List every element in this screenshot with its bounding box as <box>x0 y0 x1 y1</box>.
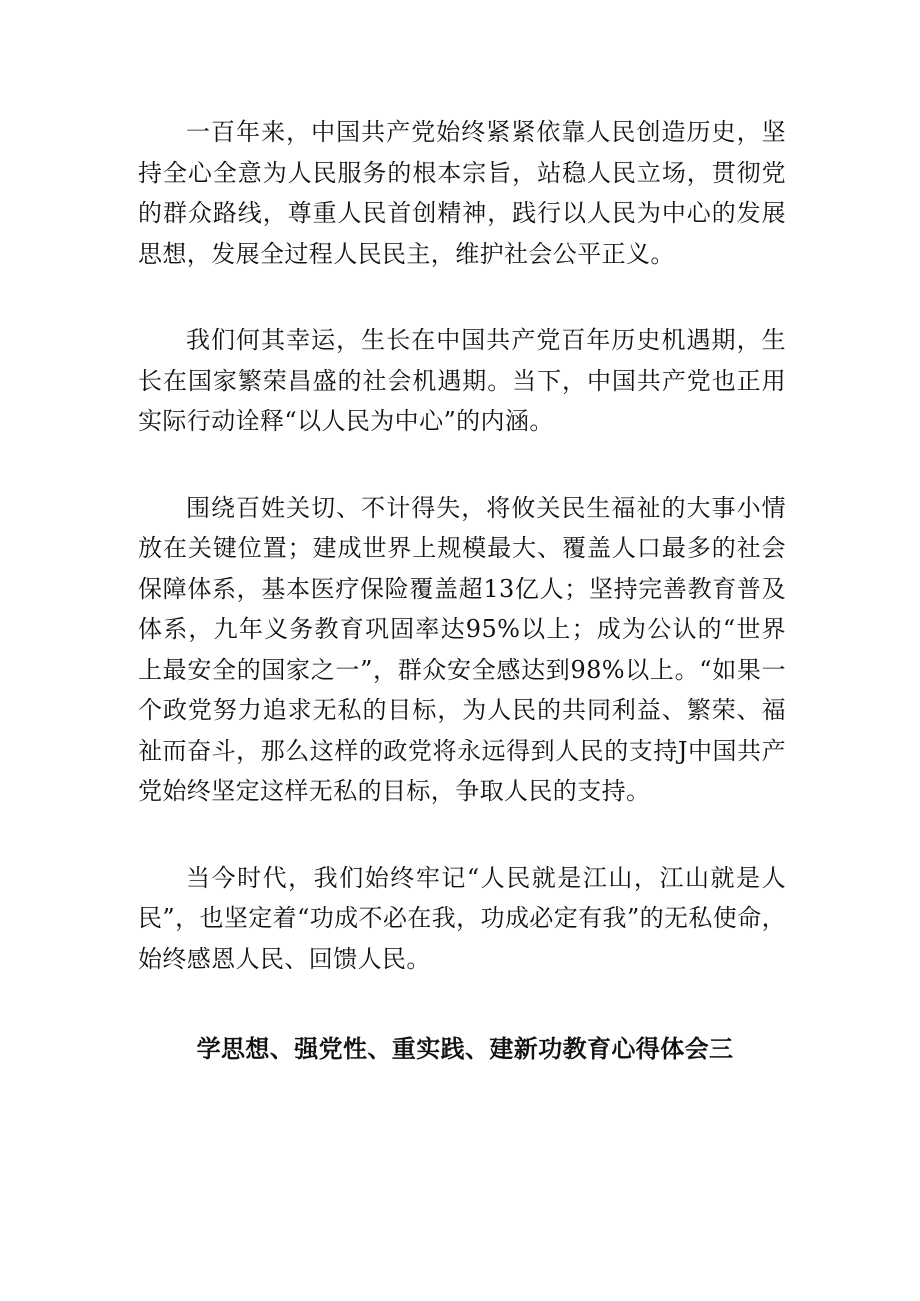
paragraph-1: 一百年来，中国共产党始终紧紧依靠人民创造历史，坚持全心全意为人民服务的根本宗旨，站稳人民立场，贯彻党的群众路线，尊重人民首创精神，践行以人民为中心的发展思想，发展全过程人民民主，维护社会公平正义。 <box>138 118 786 268</box>
paragraph-3: 围绕百姓关切、不计得失，将攸关民生福祉的大事小情放在关键位置；建成世界上规模最大、覆盖人口最多的社会保障体系，基本医疗保险覆盖超13亿人；坚持完善教育普及体系，九年义务教育巩固率达95%以上；成为公认的“世界上最安全的国家之一”，群众安全感达到98%以上。“如果一个政党努力追求无私的目标，为人民的共同利益、繁荣、福祉而奋斗，那么这样的政党将永远得到人民的支持J中国共产党始终坚定这样无私的目标，争取人民的支持。 <box>138 493 786 805</box>
document-page <box>138 112 786 1069</box>
section-heading: 学思想、强党性、重实践、建新功教育心得体会三 <box>196 1034 734 1063</box>
paragraph-2: 我们何其幸运，生长在中国共产党百年历史机遇期，生长在国家繁荣昌盛的社会机遇期。当下，中国共产党也正用实际行动诠释“以人民为中心”的内涵。 <box>138 326 786 435</box>
paragraph-4: 当今时代，我们始终牢记“人民就是江山，江山就是人民”，也坚定着“功成不必在我，功成必定有我”的无私使命，始终感恩人民、回馈人民。 <box>138 863 787 973</box>
